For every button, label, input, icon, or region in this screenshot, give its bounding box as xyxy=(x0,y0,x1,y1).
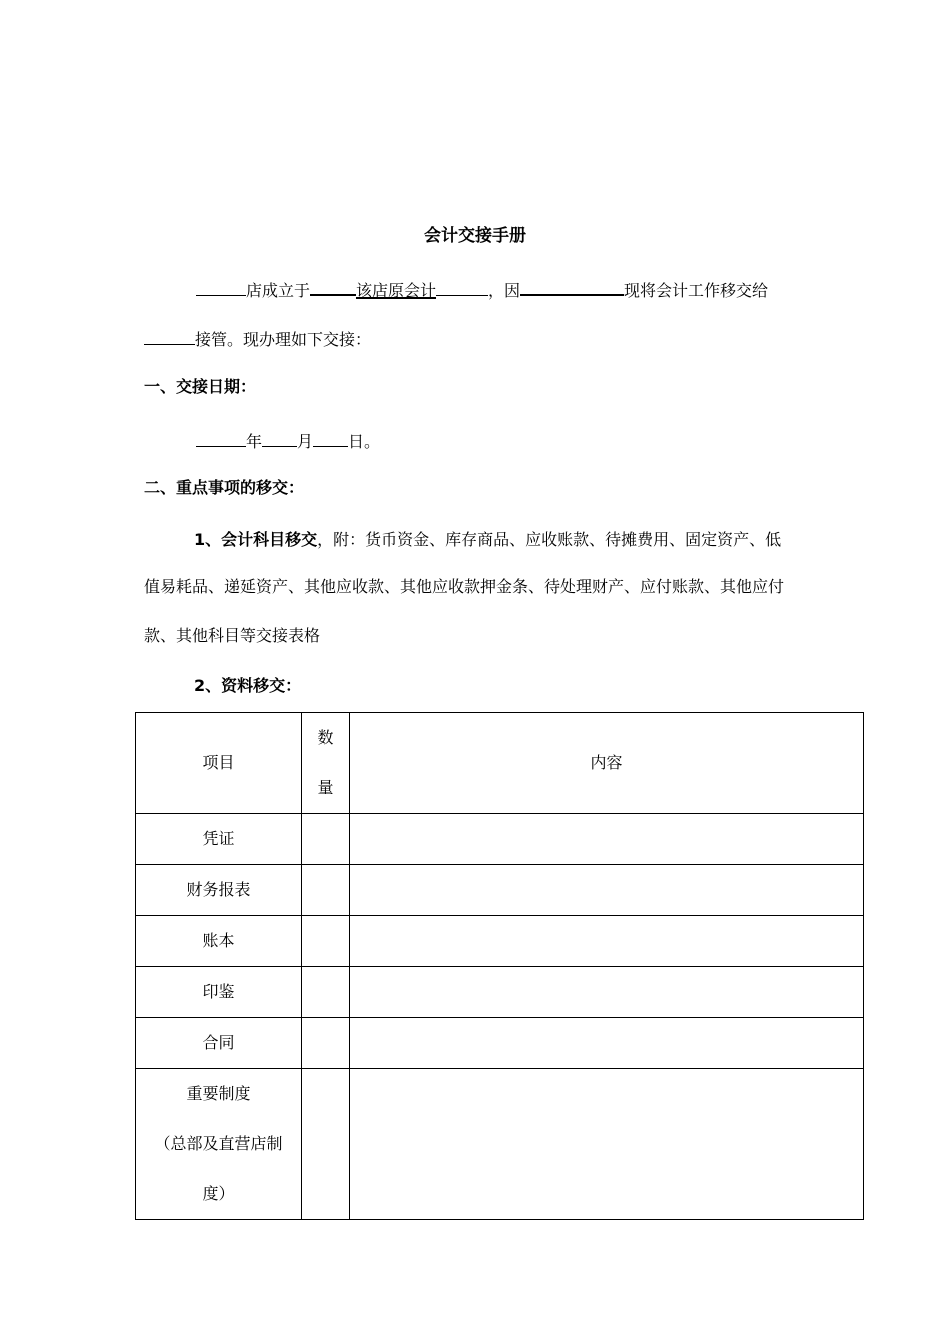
header-item: 项目 xyxy=(136,713,302,814)
row-content-cell[interactable] xyxy=(350,865,864,916)
table-row xyxy=(136,1018,864,1069)
row-content-cell[interactable] xyxy=(350,1018,864,1069)
intro-line-1 xyxy=(196,278,768,301)
item-1-text-1: ，附：货币资金、库存商品、应收账款、待摊费用、固定资产、低 xyxy=(317,530,782,549)
intro-because: ，因 xyxy=(488,281,521,300)
blank-successor-name xyxy=(144,328,195,345)
date-day-label: 日。 xyxy=(348,432,381,451)
table-row xyxy=(136,865,864,916)
row-quantity-cell[interactable] xyxy=(302,814,350,865)
page-title: 会计交接手册 xyxy=(424,226,526,246)
row-quantity-cell[interactable] xyxy=(302,1069,350,1220)
intro-original-accountant: 该店原会计 xyxy=(356,281,437,300)
table-row xyxy=(136,916,864,967)
blank-month xyxy=(262,430,297,447)
row-content-cell[interactable] xyxy=(350,1069,864,1220)
blank-reason xyxy=(520,278,624,296)
item-1-label: 1、会计科目移交 xyxy=(194,530,318,549)
materials-table xyxy=(135,712,864,1220)
row-quantity-cell[interactable] xyxy=(302,916,350,967)
section-1-heading: 一、交接日期： xyxy=(144,377,257,396)
rules-line-3: 度） xyxy=(202,1184,235,1203)
row-item: 凭证 xyxy=(136,814,302,865)
intro-line-2 xyxy=(144,328,371,350)
date-month-label: 月 xyxy=(297,432,314,451)
blank-year xyxy=(196,430,246,447)
intro-takeover: 接管。现办理如下交接： xyxy=(195,330,372,349)
table-row xyxy=(136,1069,864,1220)
row-content-cell[interactable] xyxy=(350,814,864,865)
blank-accountant-name xyxy=(436,279,488,296)
blank-founding-date xyxy=(310,278,356,296)
table-row xyxy=(136,967,864,1018)
row-quantity-cell[interactable] xyxy=(302,865,350,916)
item-1-line-2: 值易耗品、递延资产、其他应收款、其他应收款押金条、待处理财产、应付账款、其他应付 xyxy=(144,577,785,596)
intro-shop-suffix: 店成立于 xyxy=(246,281,311,300)
handover-date-line xyxy=(196,430,380,452)
row-quantity-cell[interactable] xyxy=(302,1018,350,1069)
row-item-important-rules xyxy=(136,1069,302,1220)
row-item: 印鉴 xyxy=(136,967,302,1018)
header-quantity xyxy=(302,713,350,814)
row-content-cell[interactable] xyxy=(350,916,864,967)
intro-transfer-to: 现将会计工作移交给 xyxy=(624,281,769,300)
item-2-label: 2、资料移交： xyxy=(194,676,302,695)
row-content-cell[interactable] xyxy=(350,967,864,1018)
row-item: 账本 xyxy=(136,916,302,967)
header-quantity-char-2: 量 xyxy=(317,778,334,797)
row-quantity-cell[interactable] xyxy=(302,967,350,1018)
item-1-line-3: 款、其他科目等交接表格 xyxy=(144,626,321,645)
rules-line-2: （总部及直营店制 xyxy=(154,1134,283,1153)
section-2-heading: 二、重点事项的移交： xyxy=(144,478,305,497)
blank-day xyxy=(313,430,348,447)
table-row xyxy=(136,814,864,865)
rules-line-1: 重要制度 xyxy=(186,1084,251,1103)
header-content: 内容 xyxy=(350,713,864,814)
item-1-line-1 xyxy=(194,530,781,550)
row-item: 合同 xyxy=(136,1018,302,1069)
table-header-row xyxy=(136,713,864,814)
header-quantity-char-1: 数 xyxy=(317,728,334,747)
row-item: 财务报表 xyxy=(136,865,302,916)
date-year-label: 年 xyxy=(246,432,263,451)
blank-shop-name xyxy=(196,279,246,296)
